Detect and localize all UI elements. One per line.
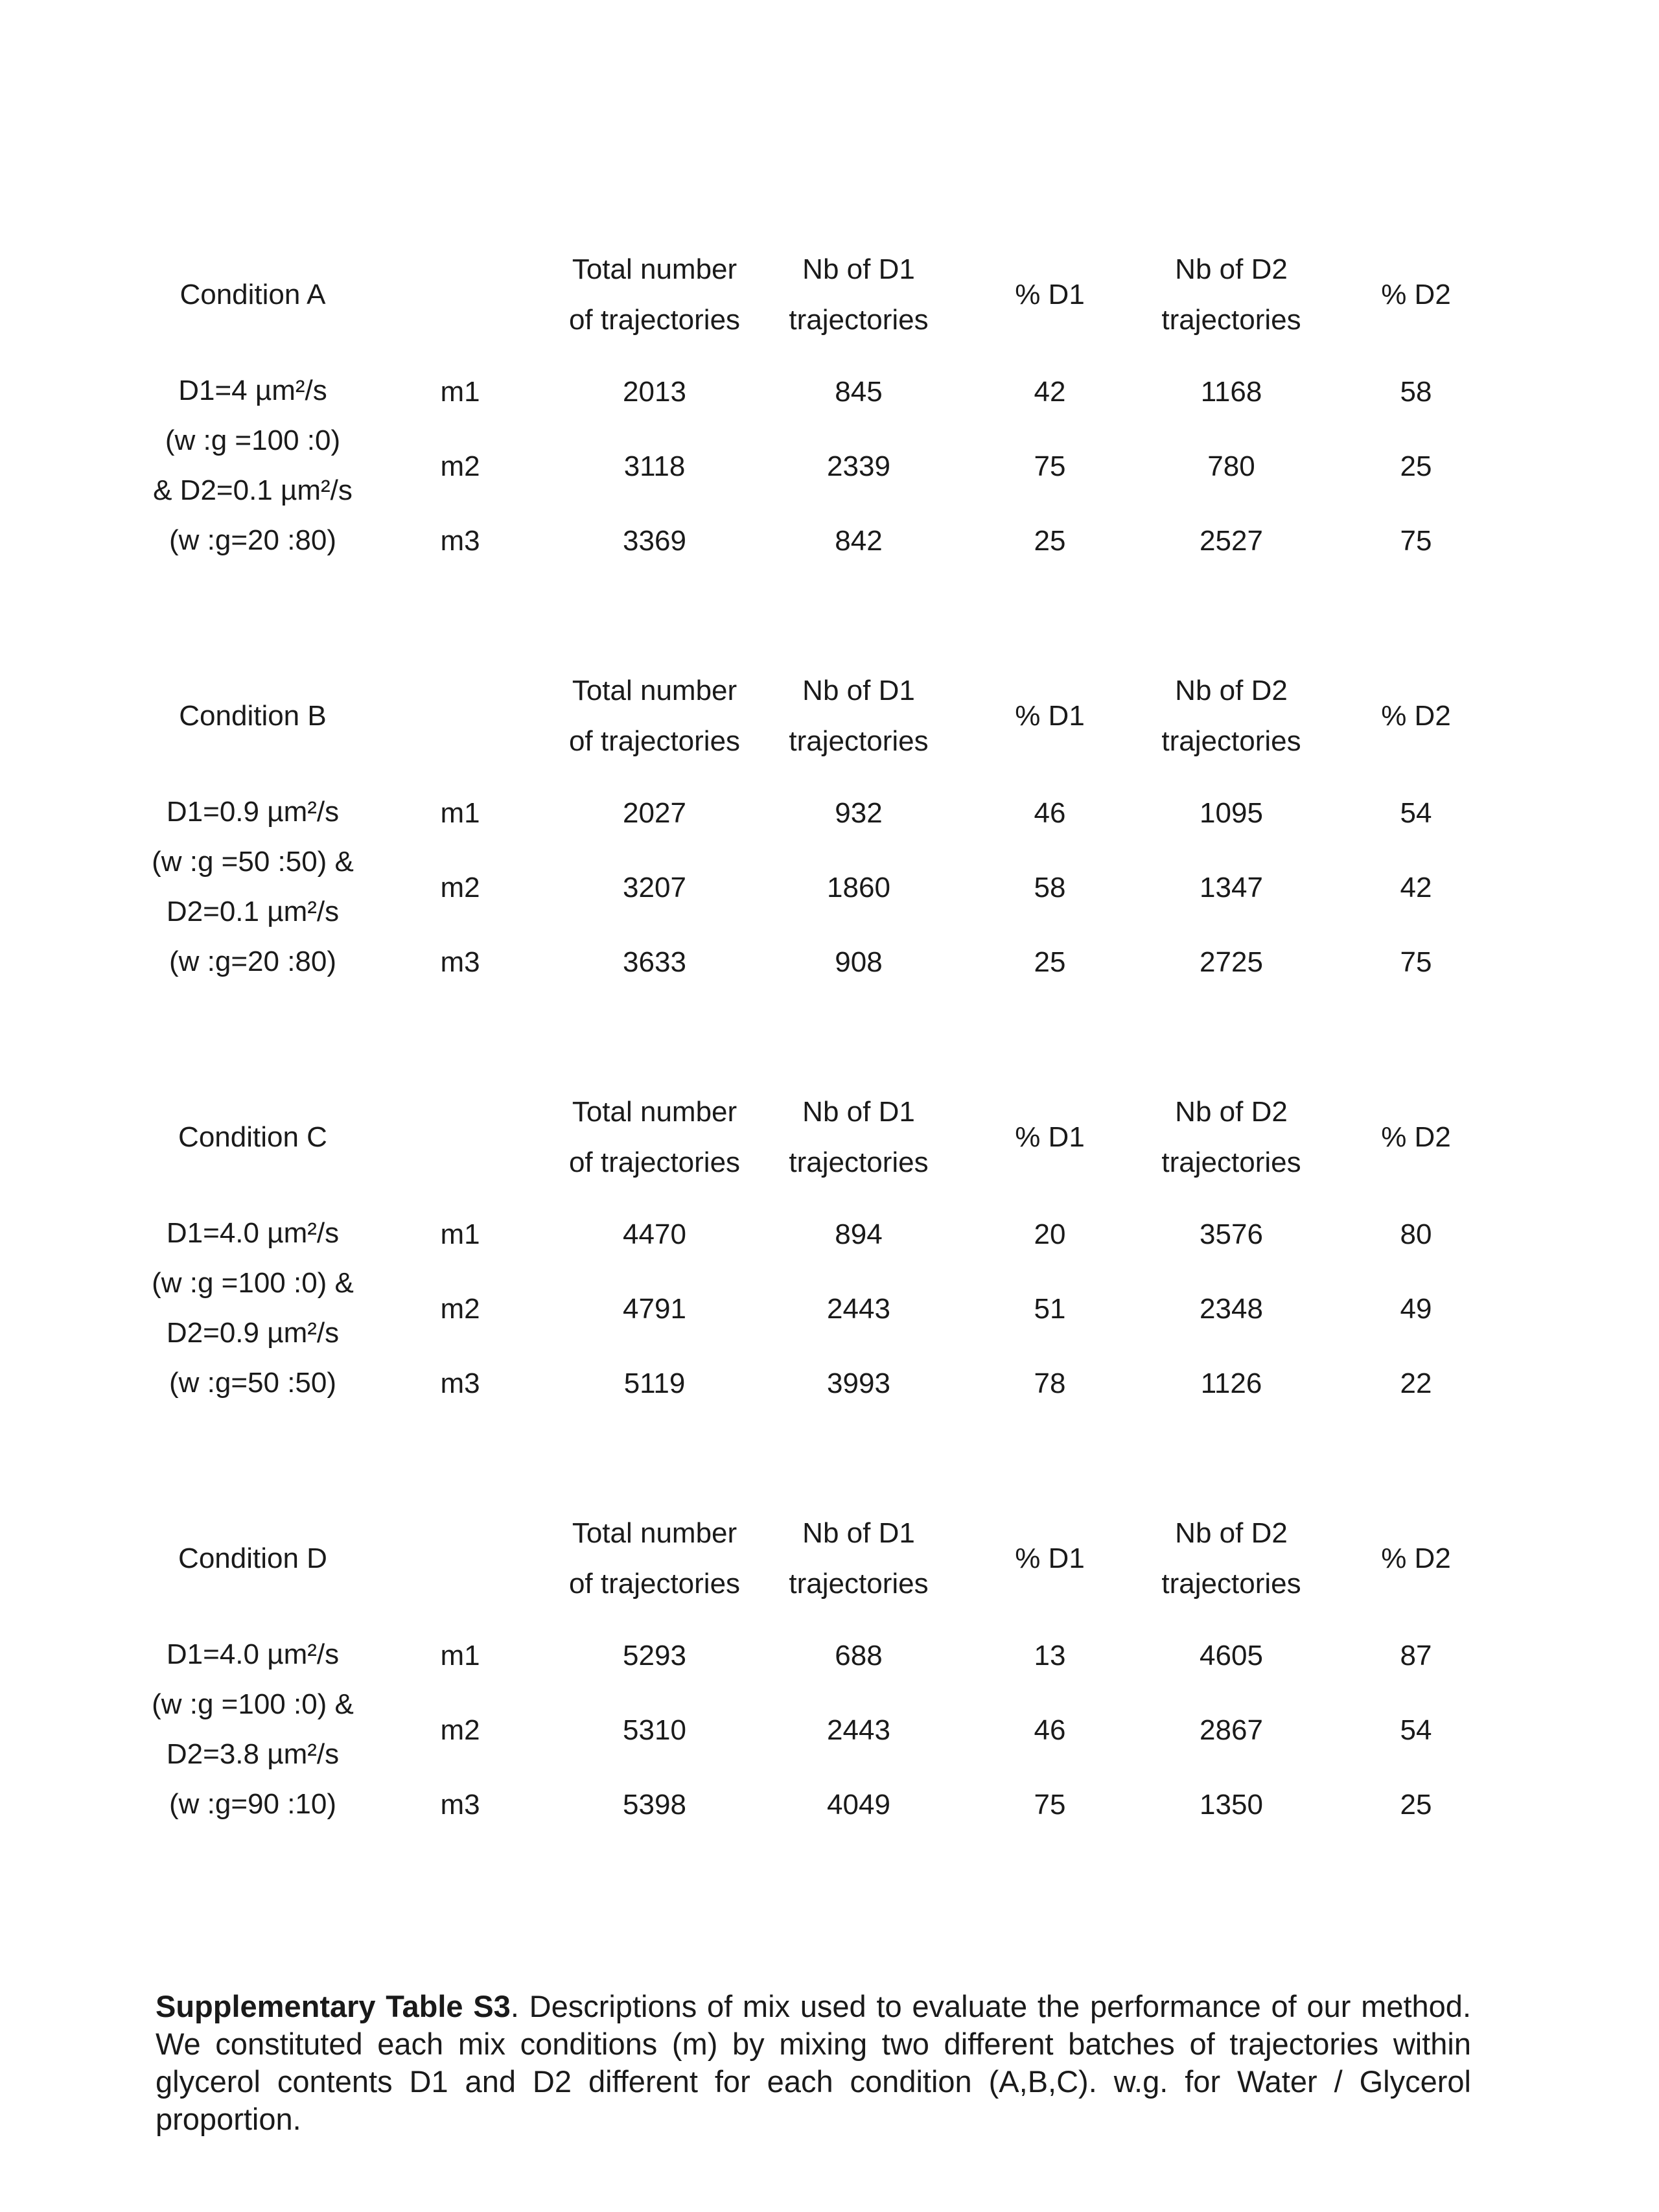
header-nb-d2-line: Nb of D2	[1175, 1517, 1288, 1549]
header-pct-d1: % D1	[1015, 1121, 1085, 1153]
nb-d2-value: 1095	[1200, 797, 1263, 829]
pct-d2-value: 22	[1400, 1368, 1432, 1399]
condition-description-line: (w :g =50 :50) &	[152, 846, 354, 878]
nb-d2-value: 1350	[1200, 1789, 1263, 1821]
mix-label: m3	[440, 1368, 480, 1399]
condition-description-line: D1=4.0 µm²/s	[166, 1638, 340, 1670]
nb-d2-value: 1126	[1200, 1368, 1262, 1399]
pct-d2-value: 54	[1400, 797, 1432, 829]
total-trajectories-value: 5310	[623, 1714, 686, 1746]
header-nb-d1	[755, 1508, 962, 1609]
pct-d2-value: 80	[1400, 1218, 1432, 1250]
condition-table	[130, 1497, 1478, 1834]
pct-d2-value: 75	[1400, 525, 1432, 557]
condition-table	[130, 655, 1478, 992]
header-nb-d1-line: Nb of D1	[802, 1096, 915, 1128]
condition-description-line: & D2=0.1 µm²/s	[153, 474, 353, 506]
nb-d1-value: 4049	[827, 1789, 890, 1821]
condition-title: Condition A	[180, 279, 326, 310]
header-nb-d1-line: trajectories	[789, 725, 929, 757]
nb-d2-value: 780	[1207, 450, 1255, 482]
header-nb-d2-line: trajectories	[1161, 725, 1301, 757]
mix-label: m2	[440, 1293, 480, 1325]
total-trajectories-value: 4791	[623, 1293, 686, 1325]
condition-description-line: D2=0.9 µm²/s	[166, 1317, 340, 1349]
header-pct-d1: % D1	[1015, 279, 1085, 310]
mix-label: m2	[440, 1714, 480, 1746]
header-nb-d2	[1128, 244, 1335, 345]
total-trajectories-value: 2027	[623, 797, 686, 829]
header-pct-d2: % D2	[1381, 700, 1451, 732]
pct-d1-value: 42	[1034, 376, 1066, 408]
header-nb-d2-line: Nb of D2	[1175, 253, 1288, 285]
nb-d1-value: 688	[835, 1640, 883, 1671]
condition-description-line: (w :g =100 :0) &	[152, 1267, 354, 1299]
condition-table	[130, 233, 1478, 570]
pct-d1-value: 75	[1034, 450, 1066, 482]
nb-d2-value: 2725	[1200, 946, 1263, 978]
header-nb-d1-line: Nb of D1	[802, 1517, 915, 1549]
pct-d2-value: 75	[1400, 946, 1432, 978]
header-pct-d1: % D1	[1015, 1543, 1085, 1574]
condition-description-line: (w :g=50 :50)	[168, 1367, 337, 1399]
mix-label: m1	[440, 1640, 480, 1671]
pct-d2-value: 58	[1400, 376, 1432, 408]
header-nb-d1-line: trajectories	[789, 1568, 929, 1600]
total-trajectories-value: 3207	[623, 872, 686, 903]
condition-description-line: D2=3.8 µm²/s	[166, 1738, 340, 1770]
pct-d1-value: 25	[1034, 946, 1066, 978]
nb-d1-value: 3993	[827, 1368, 890, 1399]
nb-d2-value: 4605	[1200, 1640, 1263, 1671]
pct-d1-value: 46	[1034, 797, 1066, 829]
mix-label: m2	[440, 872, 480, 903]
nb-d1-value: 908	[835, 946, 883, 978]
pct-d1-value: 58	[1034, 872, 1066, 903]
pct-d1-value: 20	[1034, 1218, 1066, 1250]
header-nb-d2	[1128, 1087, 1335, 1188]
condition-description-line: D1=4.0 µm²/s	[166, 1217, 340, 1249]
header-total-trajectories	[538, 666, 771, 767]
pct-d2-value: 49	[1400, 1293, 1432, 1325]
nb-d2-value: 1347	[1200, 872, 1263, 903]
mix-label: m1	[440, 376, 480, 408]
header-nb-d2	[1128, 666, 1335, 767]
nb-d1-value: 845	[835, 376, 883, 408]
pct-d1-value: 75	[1034, 1789, 1066, 1821]
pct-d1-value: 13	[1034, 1640, 1066, 1671]
header-pct-d1: % D1	[1015, 700, 1085, 732]
mix-label: m2	[440, 450, 480, 482]
pct-d2-value: 54	[1400, 1714, 1432, 1746]
header-total-trajectories-line: Total number	[572, 675, 737, 706]
condition-description	[117, 1208, 389, 1408]
total-trajectories-value: 3633	[623, 946, 686, 978]
pct-d2-value: 87	[1400, 1640, 1432, 1671]
total-trajectories-value: 4470	[623, 1218, 686, 1250]
condition-description	[117, 1629, 389, 1829]
header-nb-d2-line: Nb of D2	[1175, 1096, 1288, 1128]
header-total-trajectories	[538, 1508, 771, 1609]
condition-description-line: D1=4 µm²/s	[178, 375, 327, 406]
nb-d2-value: 2348	[1200, 1293, 1263, 1325]
pct-d1-value: 46	[1034, 1714, 1066, 1746]
condition-title: Condition B	[179, 700, 327, 732]
header-nb-d2-line: trajectories	[1161, 304, 1301, 336]
nb-d1-value: 2339	[827, 450, 890, 482]
total-trajectories-value: 5119	[623, 1368, 686, 1399]
nb-d1-value: 894	[835, 1218, 883, 1250]
condition-description-line: (w :g=90 :10)	[168, 1788, 337, 1820]
header-nb-d2-line: trajectories	[1161, 1147, 1301, 1178]
header-total-trajectories-line: of trajectories	[568, 304, 741, 336]
mix-label: m3	[440, 946, 480, 978]
header-nb-d1	[755, 666, 962, 767]
pct-d2-value: 25	[1400, 450, 1432, 482]
nb-d1-value: 842	[835, 525, 883, 557]
header-total-trajectories	[538, 1087, 771, 1188]
header-total-trajectories-line: Total number	[572, 1517, 737, 1549]
header-nb-d1	[755, 244, 962, 345]
condition-description-line: (w :g=20 :80)	[168, 524, 337, 556]
pct-d1-value: 78	[1034, 1368, 1066, 1399]
header-total-trajectories-line: of trajectories	[568, 1568, 741, 1600]
caption-label: Supplementary Table S3	[156, 1989, 511, 2023]
nb-d1-value: 2443	[827, 1714, 890, 1746]
nb-d1-value: 932	[835, 797, 883, 829]
caption-text: . Descriptions of mix used to evaluate the performance of our method. We constituted each mix conditions (m) by mixing two different batches of trajectories within glycerol contents D1 and D2 different for each condition (A,B,C). w.g. for Water / Glycerol proportion.	[156, 1989, 1472, 2136]
pct-d1-value: 25	[1034, 525, 1066, 557]
nb-d2-value: 1168	[1200, 376, 1262, 408]
condition-description-line: (w :g =100 :0) &	[152, 1688, 354, 1720]
condition-description-line: D1=0.9 µm²/s	[166, 796, 340, 828]
pct-d2-value: 25	[1400, 1789, 1432, 1821]
condition-description-line: D2=0.1 µm²/s	[166, 896, 340, 927]
total-trajectories-value: 3369	[623, 525, 686, 557]
mix-label: m1	[440, 797, 480, 829]
header-pct-d2: % D2	[1381, 1121, 1451, 1153]
header-nb-d1	[755, 1087, 962, 1188]
condition-description	[117, 366, 389, 565]
nb-d1-value: 2443	[827, 1293, 890, 1325]
mix-label: m3	[440, 525, 480, 557]
header-pct-d2: % D2	[1381, 1543, 1451, 1574]
mix-label: m1	[440, 1218, 480, 1250]
header-total-trajectories-line: of trajectories	[568, 1147, 741, 1178]
header-nb-d1-line: Nb of D1	[802, 675, 915, 706]
condition-description-line: (w :g =100 :0)	[165, 425, 341, 456]
header-nb-d1-line: Nb of D1	[802, 253, 915, 285]
total-trajectories-value: 2013	[623, 376, 686, 408]
nb-d2-value: 3576	[1200, 1218, 1263, 1250]
header-nb-d2-line: trajectories	[1161, 1568, 1301, 1600]
header-nb-d1-line: trajectories	[789, 1147, 929, 1178]
header-nb-d1-line: trajectories	[789, 304, 929, 336]
header-pct-d2: % D2	[1381, 279, 1451, 310]
mix-label: m3	[440, 1789, 480, 1821]
total-trajectories-value: 3118	[623, 450, 686, 482]
pct-d2-value: 42	[1400, 872, 1432, 903]
condition-title: Condition C	[178, 1121, 327, 1153]
condition-description-line: (w :g=20 :80)	[168, 946, 337, 977]
header-nb-d2	[1128, 1508, 1335, 1609]
header-total-trajectories-line: Total number	[572, 1096, 737, 1128]
condition-description	[117, 787, 389, 986]
header-nb-d2-line: Nb of D2	[1175, 675, 1288, 706]
total-trajectories-value: 5398	[623, 1789, 686, 1821]
nb-d2-value: 2867	[1200, 1714, 1263, 1746]
nb-d1-value: 1860	[827, 872, 890, 903]
header-total-trajectories-line: Total number	[572, 253, 737, 285]
nb-d2-value: 2527	[1200, 525, 1263, 557]
header-total-trajectories	[538, 244, 771, 345]
pct-d1-value: 51	[1034, 1293, 1066, 1325]
total-trajectories-value: 5293	[623, 1640, 686, 1671]
header-total-trajectories-line: of trajectories	[568, 725, 741, 757]
condition-title: Condition D	[178, 1543, 327, 1574]
condition-table	[130, 1076, 1478, 1413]
table-caption	[156, 1988, 1471, 2138]
